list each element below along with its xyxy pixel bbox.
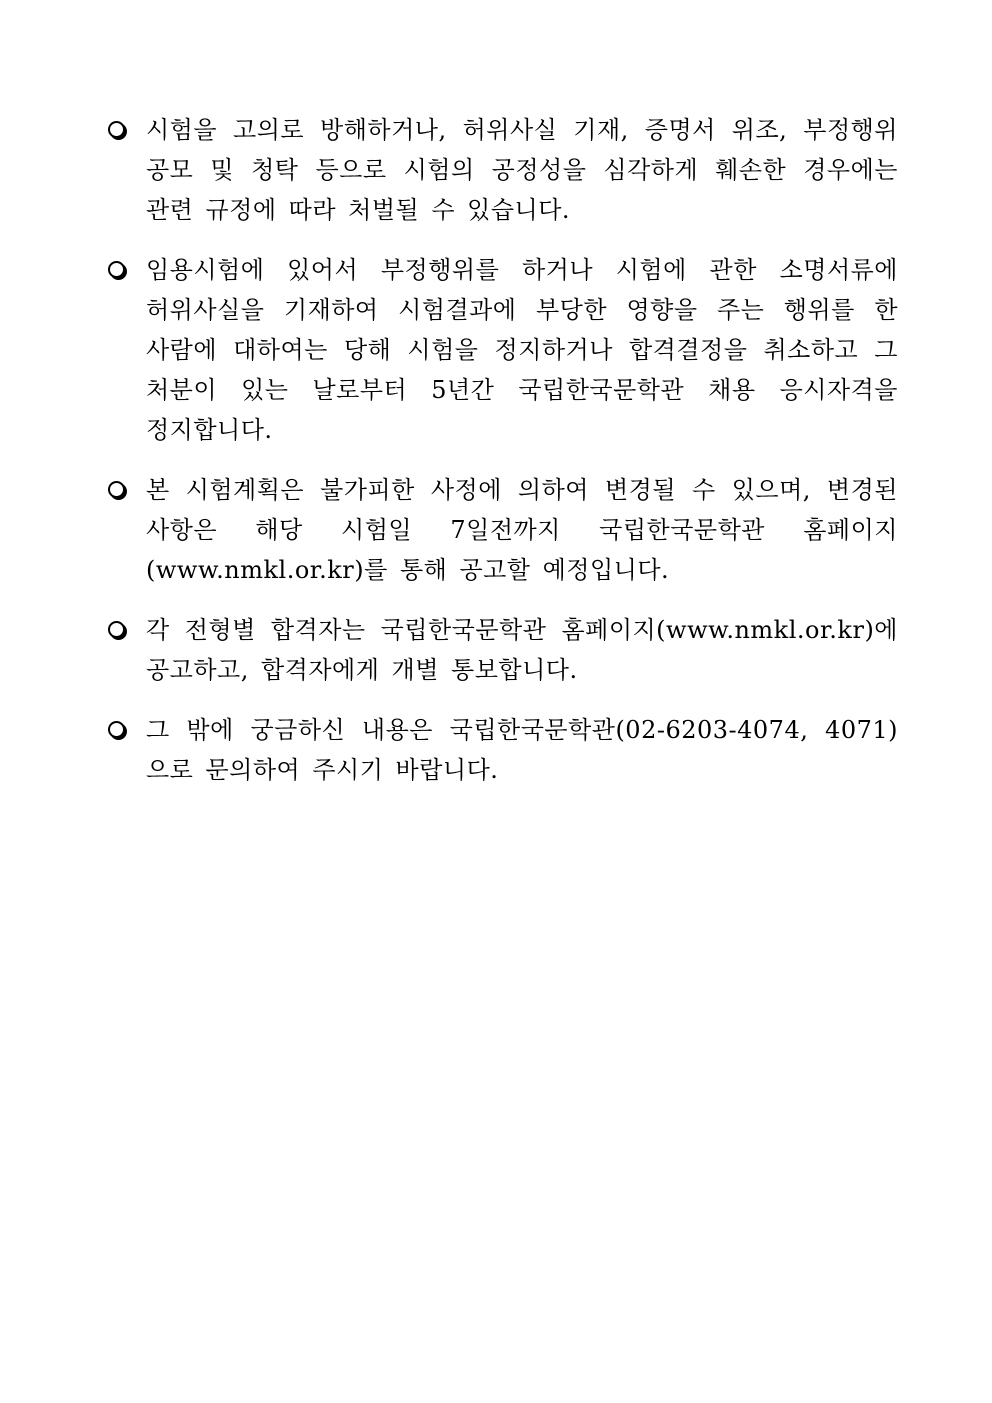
notice-text: 시험을 고의로 방해하거나, 허위사실 기재, 증명서 위조, 부정행위 공모 및 청탁 등으로 시험의 공정성을 심각하게 훼손한 경우에는 관련 규정에 따라 처벌될 수 있습니다. (146, 116, 898, 224)
notice-item-disqualification (108, 250, 898, 450)
notice-item-schedule-change (108, 470, 898, 590)
notice-text: 본 시험계획은 불가피한 사정에 의하여 변경될 수 있으며, 변경된 사항은 해당 시험일 7일전까지 국립한국문학관 홈페이지 (www.nmkl.or.kr)를 통해 공고할 예정입니다. (146, 476, 898, 584)
notice-item-penalty (108, 110, 898, 230)
notice-text: 임용시험에 있어서 부정행위를 하거나 시험에 관한 소명서류에 허위사실을 기재하여 시험결과에 부당한 영향을 주는 행위를 한 사람에 대하여는 당해 시험을 정지하거나 합격결정을 취소하고 그 처분이 있는 날로부터 5년간 국립한국문학관 채용 응시자격을 정지합니다. (146, 256, 898, 444)
hollow-circle-bullet-icon (108, 621, 125, 638)
notice-item-contact (108, 710, 898, 790)
notice-item-results-announcement (108, 610, 898, 690)
hollow-circle-bullet-icon (108, 481, 125, 498)
hollow-circle-bullet-icon (108, 721, 125, 738)
notice-list (108, 110, 898, 810)
notice-text: 그 밖에 궁금하신 내용은 국립한국문학관(02-6203-4074, 4071)으로 문의하여 주시기 바랍니다. (146, 716, 898, 784)
notice-text: 각 전형별 합격자는 국립한국문학관 홈페이지(www.nmkl.or.kr)에 공고하고, 합격자에게 개별 통보합니다. (146, 616, 898, 684)
hollow-circle-bullet-icon (108, 121, 125, 138)
hollow-circle-bullet-icon (108, 261, 125, 278)
